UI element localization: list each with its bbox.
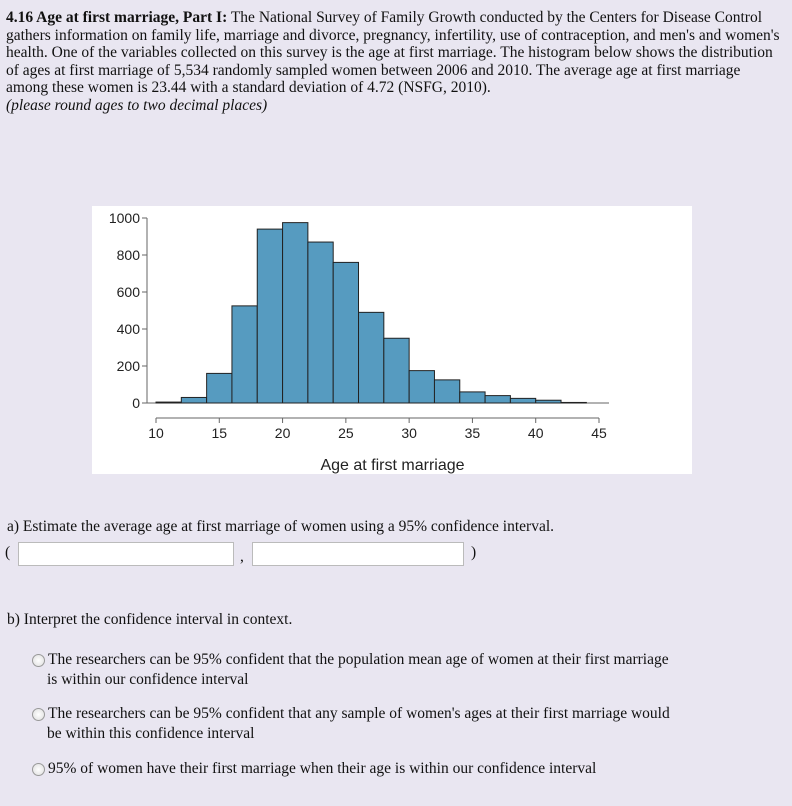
option-1-text: The researchers can be 95% confident that the population mean age of women at their first marriage (48, 651, 669, 668)
histogram-bar (510, 398, 535, 403)
histogram-bar (359, 312, 384, 403)
x-tick-label: 15 (211, 425, 228, 441)
x-tick-label: 30 (401, 425, 417, 441)
histogram-svg (92, 206, 692, 474)
histogram-bar (434, 380, 459, 403)
radio-button-1[interactable] (32, 654, 45, 667)
histogram-bar (485, 396, 510, 403)
comma: , (240, 548, 244, 565)
histogram-bar (232, 306, 257, 403)
radio-button-3[interactable] (32, 763, 45, 776)
x-axis-label: Age at first marriage (320, 457, 465, 474)
histogram-bar (333, 262, 358, 403)
ci-lower-input[interactable] (18, 542, 234, 566)
x-tick-label: 35 (464, 425, 481, 441)
y-tick-label: 0 (132, 395, 140, 411)
histogram-bar (156, 402, 181, 403)
x-tick-label: 10 (148, 425, 164, 441)
y-tick-label: 600 (116, 284, 140, 300)
part-a-question: a) Estimate the average age at first marriage of women using a 95% confidence interval. (7, 518, 555, 535)
open-paren: ( (5, 544, 11, 561)
x-tick-label: 45 (591, 425, 607, 441)
option-3-text: 95% of women have their first marriage when their age is within our confidence interval (48, 760, 597, 777)
problem-text: The National Survey of Family Growth conducted by the Centers for Disease Control gathers information on family life, marriage and divorce, pregnancy, infertility, use of contraception, and men's and women's health. One of the variables collected on this survey is the age at first marriage. The histogram below shows the distribution of ages at first marriage of 5,534 randomly sampled women between 2006 and 2010. The average age at first marriage among these women is 23.44 with a standard deviation of 4.72 (NSFG, 2010). (6, 9, 780, 97)
histogram (92, 206, 692, 474)
problem-title: 4.16 Age at first marriage, Part I: (6, 9, 228, 26)
histogram-bar (207, 373, 232, 403)
histogram-bar (460, 392, 485, 403)
histogram-bar (308, 242, 333, 403)
histogram-bar (181, 397, 206, 403)
histogram-bar (384, 338, 409, 403)
x-tick-label: 25 (338, 425, 354, 441)
option-2[interactable] (32, 704, 782, 744)
y-tick-label: 1000 (108, 210, 140, 226)
x-tick-label: 20 (274, 425, 291, 441)
option-1-text-cont: is within our confidence interval (47, 671, 249, 688)
x-tick-label: 40 (527, 425, 544, 441)
part-b-question: b) Interpret the confidence interval in context. (7, 611, 293, 628)
histogram-bar (409, 371, 434, 403)
histogram-bar (561, 402, 586, 403)
y-tick-label: 400 (116, 321, 140, 337)
confidence-interval-inputs (5, 542, 485, 568)
option-1[interactable] (32, 650, 782, 690)
close-paren: ) (471, 544, 477, 561)
option-3[interactable] (32, 759, 782, 779)
histogram-bar (283, 223, 308, 403)
histogram-bar (536, 400, 561, 403)
radio-button-2[interactable] (32, 708, 45, 721)
option-2-text-cont: be within this confidence interval (47, 725, 255, 742)
y-tick-label: 200 (116, 358, 140, 374)
ci-upper-input[interactable] (252, 542, 464, 566)
option-2-text: The researchers can be 95% confident that any sample of women's ages at their first marriage would (48, 705, 670, 722)
problem-statement (6, 9, 786, 115)
histogram-bar (257, 229, 282, 403)
rounding-note: (please round ages to two decimal places) (6, 96, 268, 114)
y-tick-label: 800 (116, 247, 140, 263)
